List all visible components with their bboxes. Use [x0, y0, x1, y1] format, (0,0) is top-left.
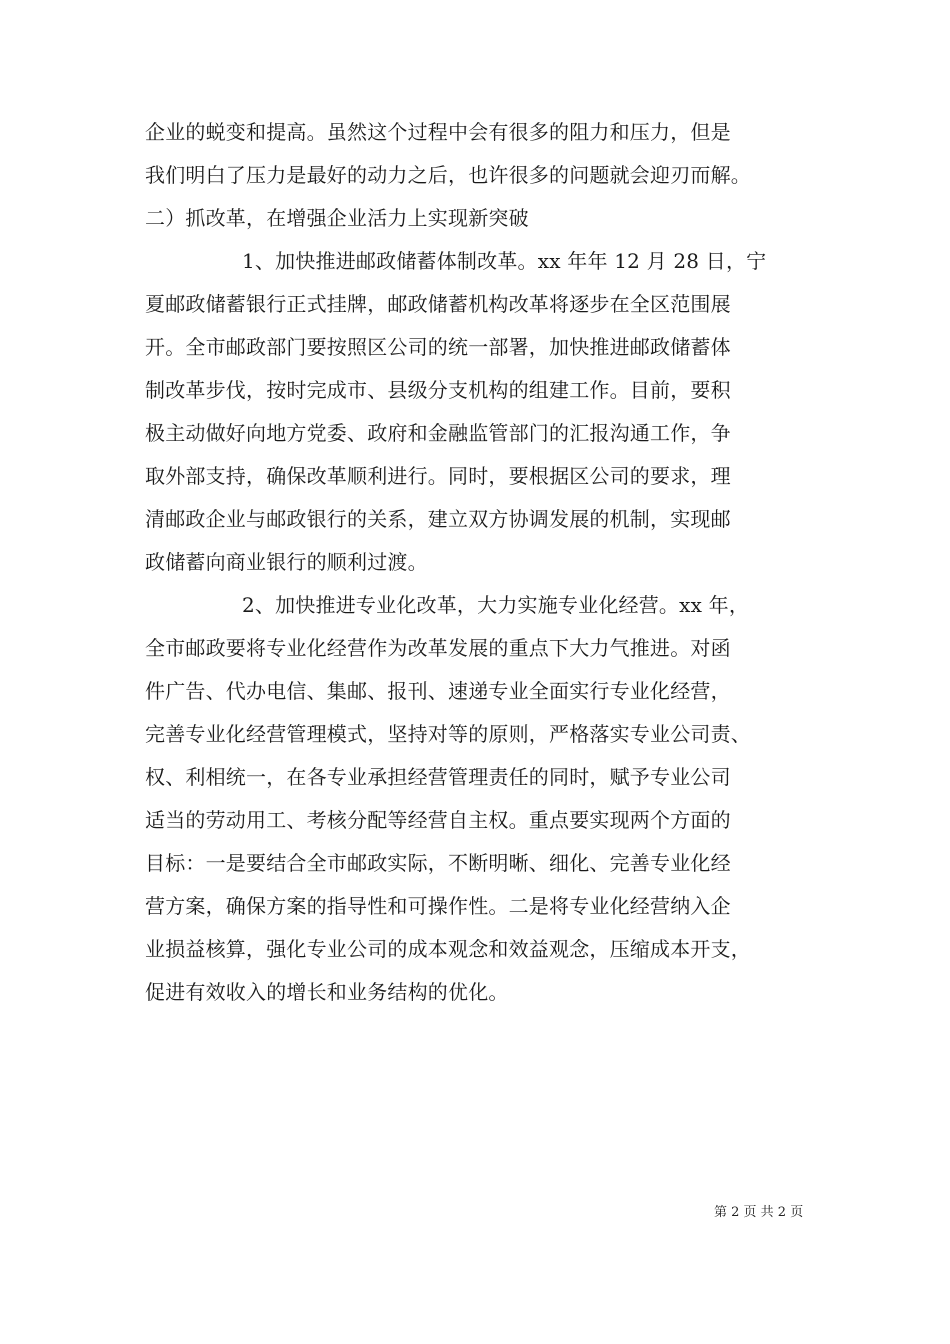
text-line: 适当的劳动用工、考核分配等经营自主权。重点要实现两个方面的	[145, 808, 731, 832]
text-line: 企业的蜕变和提高。虽然这个过程中会有很多的阻力和压力，但是	[145, 120, 731, 144]
section-heading: 二）抓改革，在增强企业活力上实现新突破	[145, 206, 529, 230]
paragraph-1-first-line: 1、加快推进邮政储蓄体制改革。xx 年年 12 月 28 日，宁	[242, 249, 767, 273]
text-line: 业损益核算，强化专业公司的成本观念和效益观念，压缩成本开支，	[145, 937, 751, 961]
text-line: 目标：一是要结合全市邮政实际，不断明晰、细化、完善专业化经	[145, 851, 731, 875]
text-line: 政储蓄向商业银行的顺利过渡。	[145, 550, 428, 574]
text-line: 营方案，确保方案的指导性和可操作性。二是将专业化经营纳入企	[145, 894, 731, 918]
text-line: 极主动做好向地方党委、政府和金融监管部门的汇报沟通工作，争	[145, 421, 731, 445]
paragraph-2-first-line: 2、加快推进专业化改革，大力实施专业化经营。xx 年，	[242, 593, 750, 617]
text-line: 完善专业化经营管理模式，坚持对等的原则，严格落实专业公司责、	[145, 722, 751, 746]
text-line: 制改革步伐，按时完成市、县级分支机构的组建工作。目前，要积	[145, 378, 731, 402]
text-line: 清邮政企业与邮政银行的关系，建立双方协调发展的机制，实现邮	[145, 507, 731, 531]
text-line: 夏邮政储蓄银行正式挂牌，邮政储蓄机构改革将逐步在全区范围展	[145, 292, 731, 316]
page-number: 第 2 页 共 2 页	[714, 1205, 804, 1220]
text-line: 件广告、代办电信、集邮、报刊、速递专业全面实行专业化经营，	[145, 679, 731, 703]
text-line: 权、利相统一，在各专业承担经营管理责任的同时，赋予专业公司	[145, 765, 731, 789]
text-line: 全市邮政要将专业化经营作为改革发展的重点下大力气推进。对函	[145, 636, 731, 660]
text-line: 取外部支持，确保改革顺利进行。同时，要根据区公司的要求，理	[145, 464, 731, 488]
text-line: 开。全市邮政部门要按照区公司的统一部署，加快推进邮政储蓄体	[145, 335, 731, 359]
text-line: 我们明白了压力是最好的动力之后，也许很多的问题就会迎刃而解。	[145, 163, 751, 187]
text-line: 促进有效收入的增长和业务结构的优化。	[145, 980, 509, 1004]
